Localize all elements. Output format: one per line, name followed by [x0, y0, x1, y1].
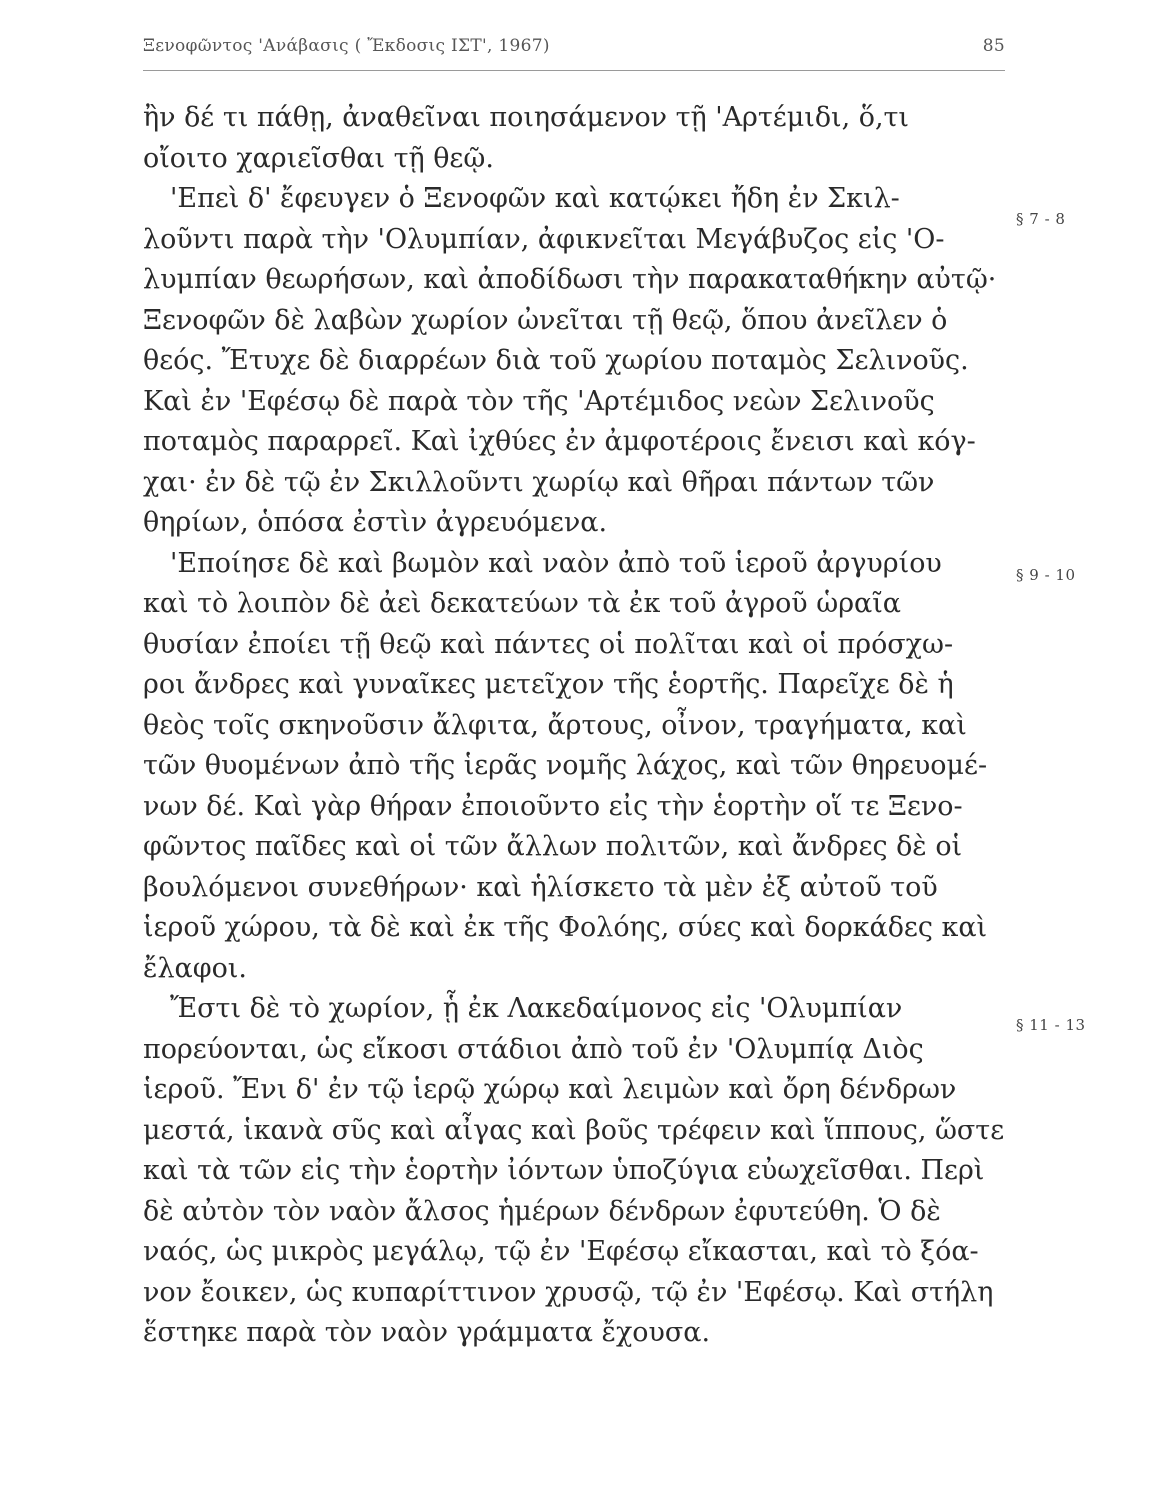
text-line: θηρίων, ὁπόσα ἐστὶν ἀγρευόμενα.	[143, 507, 608, 538]
text-line: Ξενοφῶν δὲ λαβὼν χωρίον ὠνεῖται τῇ θεῷ, ὅπου ἀνεῖλεν ὁ	[143, 304, 948, 336]
text-line: θυσίαν ἐποίει τῇ θεῷ καὶ πάντες οἱ πολῖται καὶ οἱ πρόσχω-	[143, 628, 954, 660]
text-line: λοῦντι παρὰ τὴν 'Ολυμπίαν, ἀφικνεῖται Μεγάβυζος εἰς 'Ο-	[143, 223, 945, 255]
text-line: ἢν δέ τι πάθῃ, ἀναθεῖναι ποιησάμενον τῇ 'Αρτέμιδι, ὅ,τι	[143, 102, 909, 133]
text-line: θεός. Ἔτυχε δὲ διαρρέων διὰ τοῦ χωρίου ποταμὸς Σελινοῦς.	[143, 345, 969, 376]
text-line: οἴοιτο χαριεῖσθαι τῇ θεῷ.	[143, 142, 494, 174]
text-line: νων δέ. Καὶ γὰρ θήραν ἐποιοῦντο εἰς τὴν ἑορτὴν οἵ τε Ξενο-	[143, 790, 963, 822]
text-line: ροι ἄνδρες καὶ γυναῖκες μετεῖχον τῆς ἑορτῆς. Παρεῖχε δὲ ἡ	[143, 669, 954, 700]
running-head	[143, 36, 1005, 64]
text-line: Καὶ ἐν 'Εφέσῳ δὲ παρὰ τὸν τῆς 'Αρτέμιδος νεὼν Σελινοῦς	[143, 385, 935, 417]
margin-section-note: § 11 - 13	[1016, 1016, 1086, 1034]
text-line: ἱεροῦ. Ἔνι δ' ἐν τῷ ἱερῷ χώρῳ καὶ λειμὼν καὶ ὄρη δένδρων	[143, 1074, 957, 1105]
text-line: μεστά, ἱκανὰ σῦς καὶ αἶγας καὶ βοῦς τρέφειν καὶ ἵππους, ὥστε	[143, 1114, 1005, 1146]
text-line: φῶντος παῖδες καὶ οἱ τῶν ἄλλων πολιτῶν, καὶ ἄνδρες δὲ οἱ	[143, 831, 963, 862]
margin-section-note: § 9 - 10	[1016, 566, 1076, 584]
margin-section-note: § 7 - 8	[1016, 210, 1066, 228]
header-rule	[143, 70, 1005, 71]
text-line: 'Επεὶ δ' ἔφευγεν ὁ Ξενοφῶν καὶ κατῴκει ἤδη ἐν Σκιλ-	[170, 183, 900, 214]
text-line: καὶ τὰ τῶν εἰς τὴν ἑορτὴν ἰόντων ὑποζύγια εὐωχεῖσθαι. Περὶ	[143, 1155, 985, 1186]
body-text	[143, 98, 1013, 1354]
text-line: νον ἔοικεν, ὡς κυπαρίττινον χρυσῷ, τῷ ἐν 'Εφέσῳ. Καὶ στήλη	[143, 1276, 994, 1308]
text-line: ποταμὸς παραρρεῖ. Καὶ ἰχθύες ἐν ἀμφοτέροις ἔνεισι καὶ κόγ-	[143, 426, 976, 457]
text-line: λυμπίαν θεωρήσων, καὶ ἀποδίδωσι τὴν παρακαταθήκην αὐτῷ·	[143, 264, 997, 295]
text-line: ἕστηκε παρὰ τὸν ναὸν γράμματα ἔχουσα.	[143, 1317, 711, 1348]
page-number: 85	[982, 36, 1005, 56]
text-line: τῶν θυομένων ἀπὸ τῆς ἱερᾶς νομῆς λάχος, καὶ τῶν θηρευομέ-	[143, 750, 988, 781]
text-line: βουλόμενοι συνεθήρων· καὶ ἡλίσκετο τὰ μὲν ἐξ αὐτοῦ τοῦ	[143, 871, 938, 903]
text-line: ἱεροῦ χώρου, τὰ δὲ καὶ ἐκ τῆς Φολόης, σύες καὶ δορκάδες καὶ	[143, 912, 988, 943]
text-line: καὶ τὸ λοιπὸν δὲ ἀεὶ δεκατεύων τὰ ἐκ τοῦ ἀγροῦ ὡραῖα	[143, 588, 901, 619]
text-line: Ἔστι δὲ τὸ χωρίον, ᾗ ἐκ Λακεδαίμονος εἰς 'Ολυμπίαν	[170, 993, 903, 1024]
running-title: Ξενοφῶντος 'Ανάβασις ( Ἔκδοσις ΙΣΤ', 1967)	[143, 36, 550, 56]
text-line: πορεύονται, ὡς εἴκοσι στάδιοι ἀπὸ τοῦ ἐν 'Ολυμπίᾳ Διὸς	[143, 1033, 924, 1065]
text-line: 'Εποίησε δὲ καὶ βωμὸν καὶ ναὸν ἀπὸ τοῦ ἱεροῦ ἀργυρίου	[170, 547, 942, 579]
text-line: ναός, ὡς μικρὸς μεγάλῳ, τῷ ἐν 'Εφέσῳ εἴκασται, καὶ τὸ ξόα-	[143, 1236, 979, 1267]
text-line: δὲ αὐτὸν τὸν ναὸν ἄλσος ἡμέρων δένδρων ἐφυτεύθη. Ὁ δὲ	[143, 1195, 941, 1227]
text-line: χαι· ἐν δὲ τῷ ἐν Σκιλλοῦντι χωρίῳ καὶ θῆραι πάντων τῶν	[143, 466, 935, 498]
text-line: θεὸς τοῖς σκηνοῦσιν ἄλφιτα, ἄρτους, οἶνον, τραγήματα, καὶ	[143, 709, 967, 741]
text-line: ἔλαφοι.	[143, 952, 247, 984]
